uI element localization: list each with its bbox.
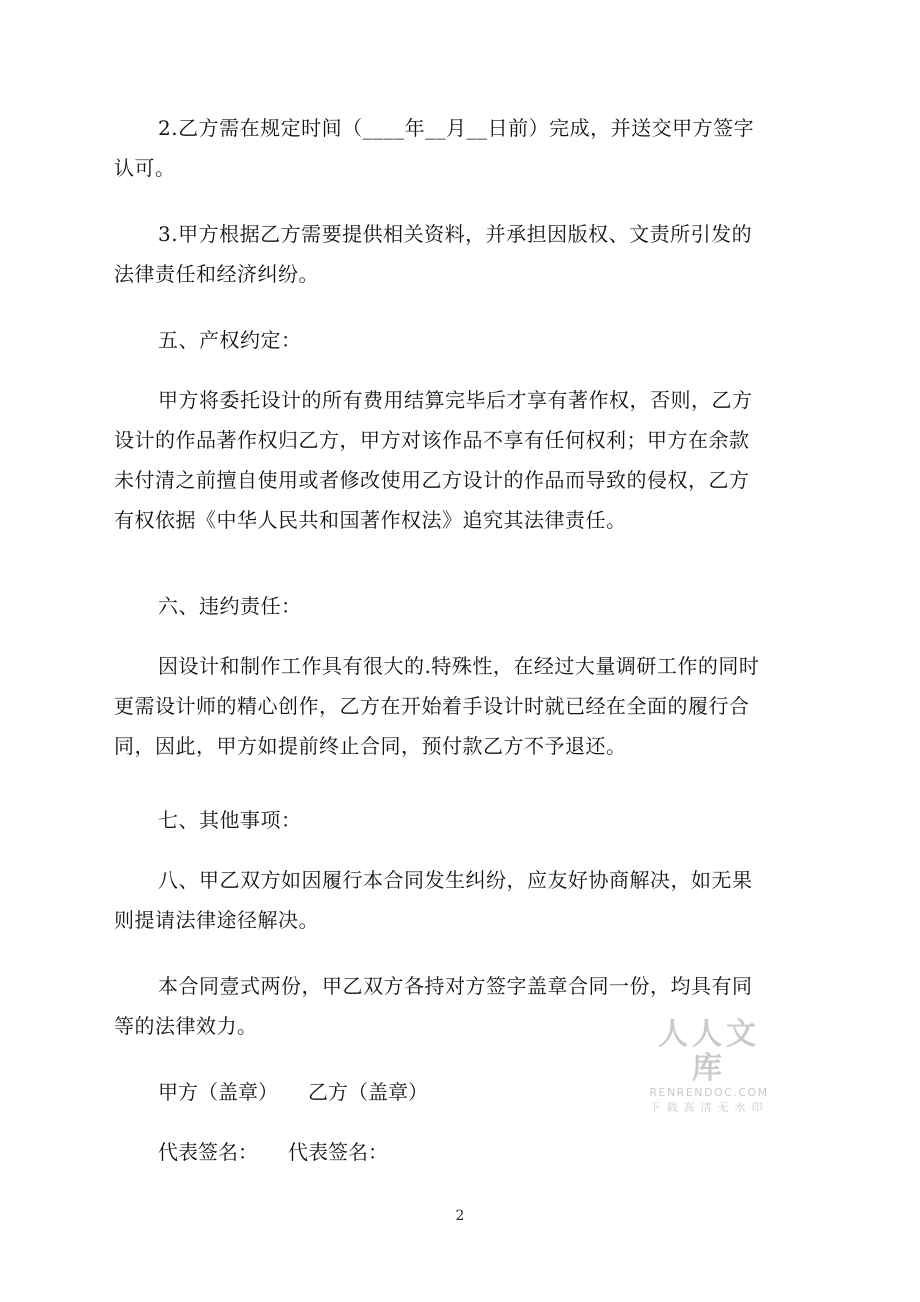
section-heading: 六、违约责任： — [158, 594, 302, 618]
party-b-seal: 乙方（盖章） — [308, 1080, 428, 1104]
text-line: 认可。 — [114, 156, 176, 180]
text-line: 甲方将委托设计的所有费用结算完毕后才享有著作权，否则，乙方 — [158, 388, 753, 412]
party-a-representative: 代表签名： — [158, 1140, 258, 1164]
watermark-domain: RENRENDOC.COM — [649, 1086, 769, 1099]
section-heading-other-matters — [114, 800, 794, 840]
seal-line — [158, 1072, 428, 1112]
section-heading-breach-liability — [114, 586, 794, 626]
section-heading: 七、其他事项： — [158, 808, 302, 832]
text-line: 设计的作品著作权归乙方，甲方对该作品不享有任何权利；甲方在余款 — [114, 428, 750, 452]
clause-materials-liability — [114, 214, 794, 294]
watermark-logo: 人人文库 — [658, 1017, 760, 1086]
text-line: 法律责任和经济纠纷。 — [114, 262, 319, 286]
text-line: 3.甲方根据乙方需要提供相关资料，并承担因版权、文责所引发的 — [158, 222, 753, 246]
text-line: 有权依据《中华人民共和国著作权法》追究其法律责任。 — [114, 508, 627, 532]
text-line: 本合同壹式两份，甲乙双方各持对方签字盖章合同一份，均具有同 — [158, 974, 753, 998]
representative-signature-line — [158, 1132, 388, 1172]
text-line: 2.乙方需在规定时间（____年__月__日前）完成，并送交甲方签字 — [158, 116, 755, 140]
text-line: 八、甲乙双方如因履行本合同发生纠纷，应友好协商解决，如无果 — [158, 868, 753, 892]
text-line: 因设计和制作工作具有很大的.特殊性，在经过大量调研工作的同时 — [158, 654, 760, 678]
party-a-seal: 甲方（盖章） — [158, 1080, 278, 1104]
section-heading-property-rights — [114, 320, 794, 360]
text-line: 则提请法律途径解决。 — [114, 908, 319, 932]
party-b-representative: 代表签名： — [288, 1140, 388, 1164]
clause-breach — [114, 646, 794, 766]
page-number: 2 — [455, 1208, 465, 1224]
text-line: 更需设计师的精心创作，乙方在开始着手设计时就已经在全面的履行合 — [114, 694, 750, 718]
clause-copyright — [114, 380, 794, 540]
clause-completion-deadline — [114, 108, 794, 188]
clause-dispute-resolution — [114, 860, 794, 940]
text-line: 同，因此，甲方如提前终止合同，预付款乙方不予退还。 — [114, 734, 627, 758]
text-line: 等的法律效力。 — [114, 1014, 258, 1038]
watermark — [644, 1018, 774, 1116]
text-line: 未付清之前擅自使用或者修改使用乙方设计的作品而导致的侵权，乙方 — [114, 468, 750, 492]
section-heading: 五、产权约定： — [158, 328, 302, 352]
watermark-slogan: 下载高清无水印 — [649, 1101, 769, 1114]
